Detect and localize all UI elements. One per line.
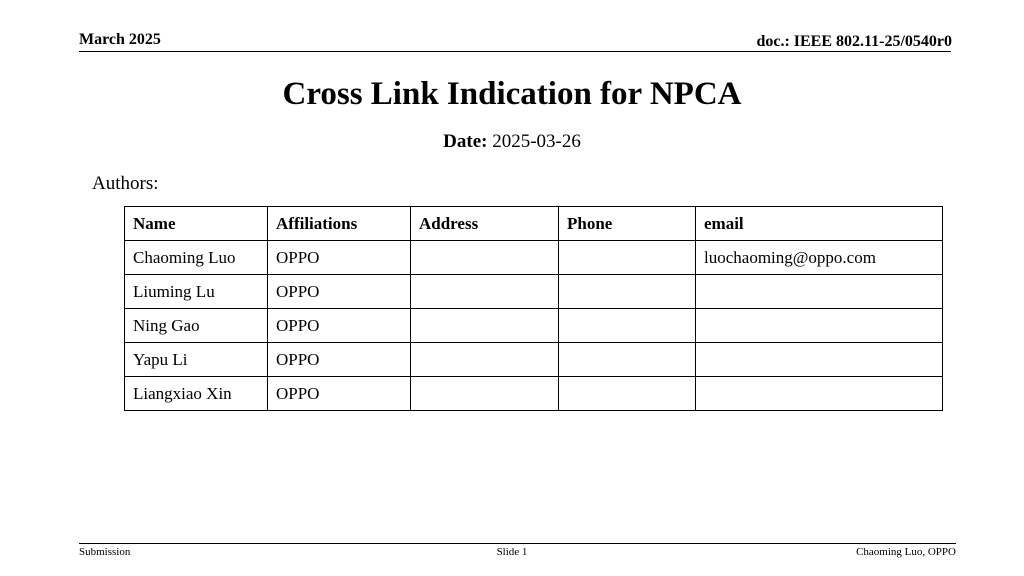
header-divider	[79, 51, 951, 52]
table-row	[125, 241, 943, 275]
header-date: March 2025	[79, 31, 161, 48]
footer-submission: Submission	[79, 546, 131, 558]
slide-title: Cross Link Indication for NPCA	[282, 76, 742, 112]
author-address	[411, 343, 559, 377]
author-email	[696, 309, 943, 343]
author-address	[411, 309, 559, 343]
column-header-email: email	[696, 207, 943, 241]
author-name: Yapu Li	[125, 343, 268, 377]
author-address	[411, 241, 559, 275]
authors-label: Authors:	[92, 173, 159, 194]
author-name: Liangxiao Xin	[125, 377, 268, 411]
authors-table	[124, 206, 943, 411]
author-address	[411, 377, 559, 411]
footer-divider	[79, 543, 956, 544]
author-affiliation: OPPO	[268, 241, 411, 275]
author-phone	[559, 377, 696, 411]
author-phone	[559, 241, 696, 275]
column-header-affiliations: Affiliations	[268, 207, 411, 241]
footer-slide-number: Slide 1	[496, 546, 528, 558]
author-email: luochaoming@oppo.com	[696, 241, 943, 275]
column-header-name: Name	[125, 207, 268, 241]
author-phone	[559, 343, 696, 377]
author-affiliation: OPPO	[268, 343, 411, 377]
author-email	[696, 377, 943, 411]
author-name: Ning Gao	[125, 309, 268, 343]
author-phone	[559, 309, 696, 343]
header-doc-id: doc.: IEEE 802.11-25/0540r0	[756, 33, 952, 50]
author-affiliation: OPPO	[268, 377, 411, 411]
column-header-phone: Phone	[559, 207, 696, 241]
table-row	[125, 309, 943, 343]
author-email	[696, 343, 943, 377]
table-header-row	[125, 207, 943, 241]
author-affiliation: OPPO	[268, 309, 411, 343]
author-address	[411, 275, 559, 309]
author-affiliation: OPPO	[268, 275, 411, 309]
footer-author: Chaoming Luo, OPPO	[856, 546, 956, 558]
date-value: 2025-03-26	[492, 131, 581, 152]
column-header-address: Address	[411, 207, 559, 241]
author-name: Chaoming Luo	[125, 241, 268, 275]
author-name: Liuming Lu	[125, 275, 268, 309]
table-row	[125, 275, 943, 309]
author-email	[696, 275, 943, 309]
slide-date	[0, 131, 1024, 153]
author-phone	[559, 275, 696, 309]
table-row	[125, 343, 943, 377]
table-row	[125, 377, 943, 411]
date-label: Date:	[443, 131, 488, 152]
